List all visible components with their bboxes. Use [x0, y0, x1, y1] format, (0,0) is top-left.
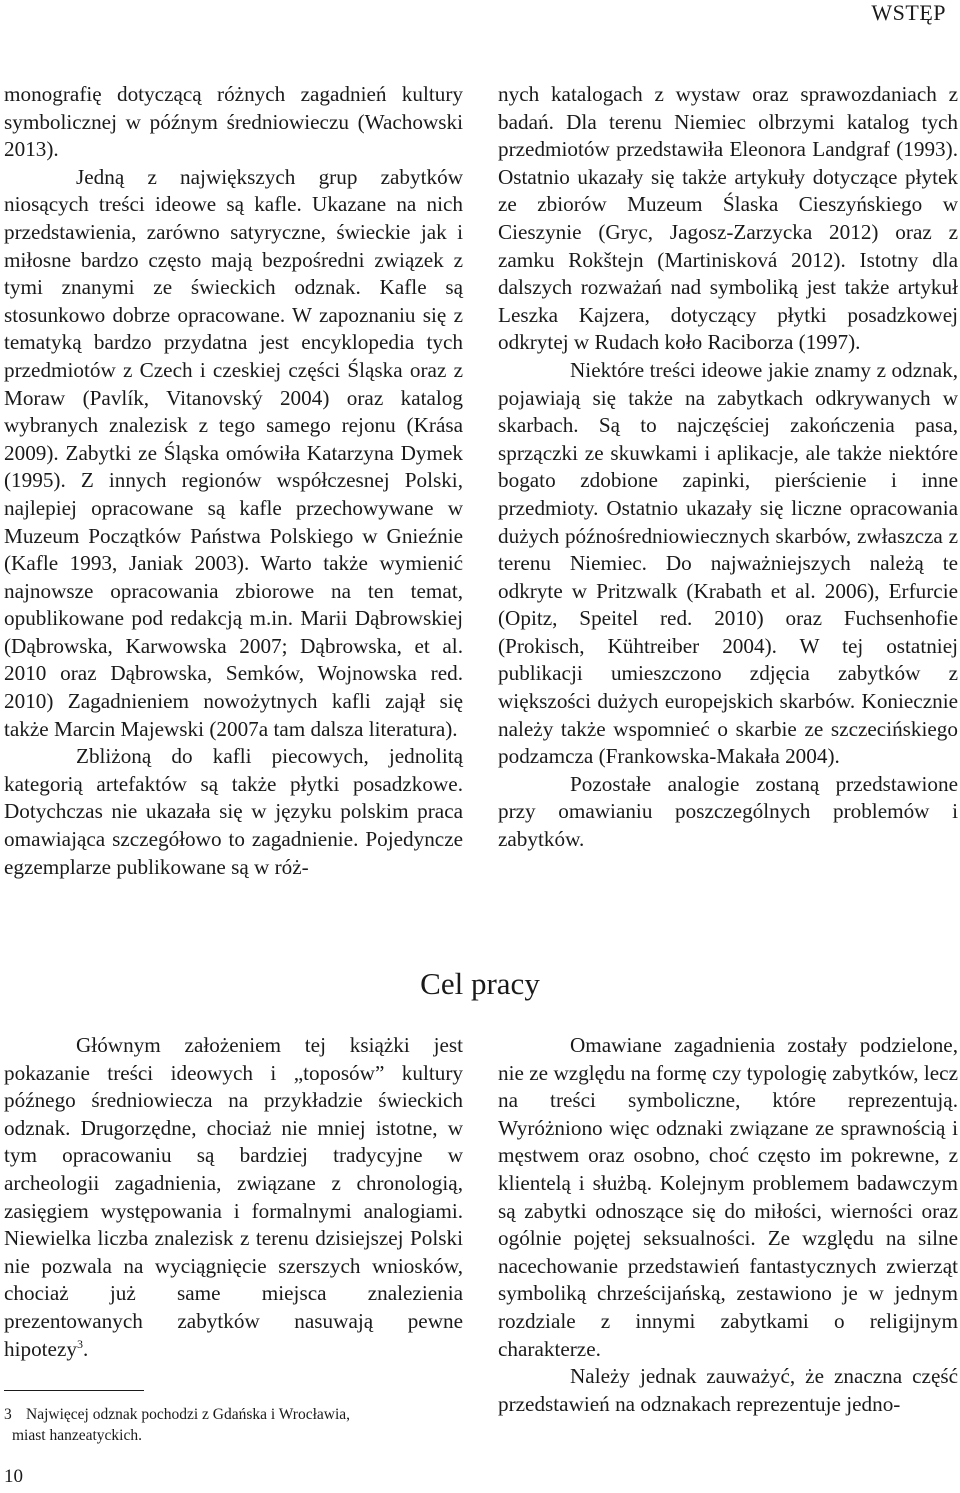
right-column-top	[498, 81, 958, 854]
page-number: 10	[4, 1466, 23, 1487]
left-column-bottom	[4, 1032, 463, 1363]
paragraph-end: .	[82, 1336, 89, 1361]
paragraph: Jedną z największych grup zabytków niosących treści ideowe są kafle. Ukazane na nich przedstawienia, zarówno satyryczne, świeckie jak i miłosne bardzo często mają bezpośredni związek z tymi znanymi ze świeckich odznak. Kafle są stosunkowo dobrze opracowane. W zapoznaniu się z tematyką bardzo przydatna jest encyklopedia tych przedmiotów z Czech i czeskiej części Śląska oraz z Moraw (Pavlík, Vitanovský 2004) oraz katalog wybranych znalezisk z tego samego rejonu (Krása 2009). Zabytki ze Śląska omówiła Katarzyna Dymek (1995). Z innych regionów współczesnej Polski, najlepiej opracowane są kafle przechowywane w Muzeum Początków Państwa Polskiego w Gnieźnie (Kafle 1993, Janiak 2003). Warto także wymienić najnowsze opracowania zbiorowe na ten temat, opublikowane pod redakcją m.in. Marii Dąbrowskiej (Dąbrowska, Karwowska 2007; Dąbrowska, et al. 2010 oraz Dąbrowska, Semków, Wojnowska red. 2010) Zagadnieniem nowożytnych kafli zajął się także Marcin Majewski (2007a tam dalsza literatura).	[4, 164, 463, 741]
footnote-text-continued: miast hanzeatyckich.	[12, 1427, 142, 1444]
running-head: WSTĘP	[871, 0, 946, 25]
left-column-top	[4, 81, 463, 881]
paragraph: Omawiane zagadnienia zostały podzielone, nie ze względu na formę czy typologię zabytków, lecz na treści symboliczne, które reprezentują. Wyróżniono więc odznaki związane ze sprawnością i męstwem oraz osobno, choć często im pokrewne, z klientelą i służbą. Kolejnym problemem badawczym są zabytki odnoszące się do miłości, wierności oraz ogólnie pojętej seksualności. Ze względu na silne nacechowanie przedstawień fantastycznych zwierząt symboliką chrześcijańską, zestawiono je w jednym rozdziale z innymi zabytkami o religijnym charakterze.	[498, 1033, 958, 1361]
paragraph: nych katalogach z wystaw oraz sprawozdaniach z badań. Dla terenu Niemiec olbrzymi katalog tych przedmiotów przedstawiła Eleonora Landgraf (1993). Ostatnio ukazały się także artykuły dotyczące płytek ze zbiorów Muzeum Ślaska Cieszyńskiego w Cieszynie (Gryc, Jagosz-Zarzycka 2012) oraz z zamku Rokštejn (Martinisková 2012). Istotny dla dalszych rozważań nad symboliką jest także artykuł Leszka Kajzera, dotyczący płytki posadzkowej odkrytej w Rudach koło Raciborza (1997).	[498, 82, 958, 355]
footnote-divider	[4, 1390, 144, 1391]
paragraph: monografię dotyczącą różnych zagadnień kultury symbolicznej w późnym średniowieczu (Wachowski 2013).	[4, 82, 463, 162]
paragraph: Pozostałe analogie zostaną przedstawione przy omawianiu poszczególnych problemów i zabytków.	[498, 771, 958, 852]
paragraph-text: Głównym założeniem tej książki jest pokazanie treści ideowych i „toposów” kultury późnego średniowiecza na przykładzie świeckich odznak. Drugorzędne, chociaż nie mniej istotne, w tym opracowaniu są bardziej tradycyjne w archeologii zagadnienia, związane z chronologią, zasięgiem występowania i formalnymi analogiami. Niewielka liczba znalezisk z terenu dzisiejszej Polski nie pozwala na wyciągnięcie szerszych wniosków, chociaż już same miejsca znalezienia prezentowanych zabytków nasuwają pewne hipotezy	[4, 1033, 463, 1361]
footnote-reference[interactable]: 3	[76, 1336, 83, 1351]
paragraph: Należy jednak zauważyć, że znaczna część przedstawień na odznakach reprezentuje jedno-	[498, 1364, 958, 1416]
footnote-line	[4, 1404, 444, 1425]
footnote-number: 3	[4, 1406, 12, 1423]
footnote-text: Najwięcej odznak pochodzi z Gdańska i Wrocławia,	[26, 1406, 351, 1423]
right-column-bottom	[498, 1032, 958, 1418]
section-heading: Cel pracy	[420, 966, 540, 1001]
paragraph: Niektóre treści ideowe jakie znamy z odznak, pojawiają się także na zabytkach odkrywanych w skarbach. Są to najczęściej zakończenia pasa, sprzączki ze skuwkami i aplikacje, ale także niektóre bogato zdobione zapinki, pierścienie i inne przedmioty. Ostatnio ukazały się liczne opracowania dużych późnośredniowiecznych skarbów, zwłaszcza z terenu Niemiec. Do najważniejszych należą te odkryte w Pritzwalk (Krabath et al. 2006), Erfurcie (Opitz, Speitel red. 2010) oraz Fuchsenhofie (Prokisch, Kühtreiber 2004). W tej ostatniej publikacji umieszczono zdjęcia zabytków z większości dużych europejskich skarbów. Koniecznie należy także wspomnieć o skarbie ze szczecińskiego podzamcza (Frankowska-Makała 2004).	[498, 357, 958, 769]
paragraph: Zbliżoną do kafli piecowych, jednolitą kategorią artefaktów są także płytki posadzkowe. Dotychczas nie ukazała się w języku polskim praca omawiająca szczegółowo to zagadnienie. Pojedyncze egzemplarze publikowane są w róż-	[4, 744, 463, 879]
paragraph	[4, 1032, 463, 1363]
footnote	[4, 1404, 444, 1446]
